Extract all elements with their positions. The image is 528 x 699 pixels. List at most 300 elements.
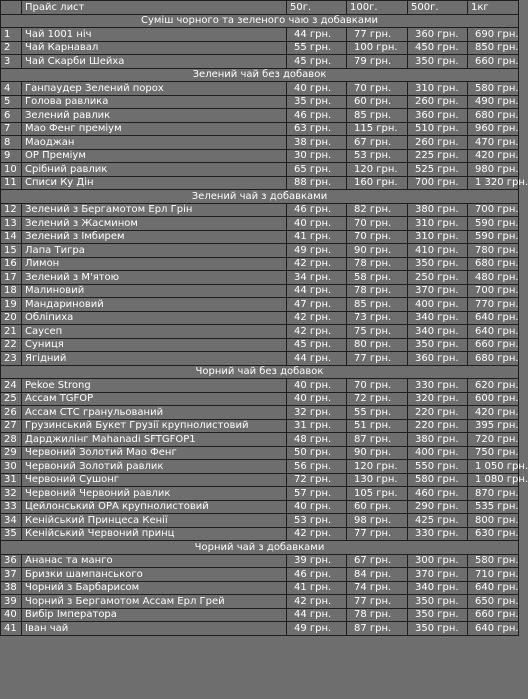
price-100g: 70 грн. (347, 230, 408, 244)
price-500g: 225 грн. (408, 149, 468, 163)
price-500g: 260 грн. (408, 95, 468, 109)
price-500g: 310 грн. (408, 217, 468, 231)
price-100g: 79 грн. (347, 55, 408, 69)
item-name: Голова равлика (22, 95, 287, 109)
price-500g: 400 грн. (408, 446, 468, 460)
item-name: Малиновий (22, 284, 287, 298)
price-50g: 40 грн. (287, 82, 347, 96)
price-1kg: 770 грн. (468, 298, 519, 312)
item-number: 2 (1, 41, 22, 55)
table-row (1, 608, 519, 622)
header-500g: 500г. (408, 1, 468, 15)
price-100g: 67 грн. (347, 554, 408, 568)
item-name: Обліпиха (22, 311, 287, 325)
item-name: Ганпаудер Зелений порох (22, 82, 287, 96)
table-row (1, 176, 519, 190)
item-number: 33 (1, 500, 22, 514)
table-row (1, 581, 519, 595)
table-row (1, 95, 519, 109)
price-100g: 160 грн. (347, 176, 408, 190)
table-row (1, 460, 519, 474)
price-50g: 40 грн. (287, 379, 347, 393)
table-row (1, 284, 519, 298)
price-100g: 87 грн. (347, 622, 408, 636)
price-500g: 220 грн. (408, 406, 468, 420)
item-name: Чорний з Бергамотом Ассам Ерл Грей (22, 595, 287, 609)
price-100g: 73 грн. (347, 311, 408, 325)
item-number: 1 (1, 28, 22, 42)
price-500g: 350 грн. (408, 608, 468, 622)
price-50g: 39 грн. (287, 554, 347, 568)
price-500g: 550 грн. (408, 460, 468, 474)
price-100g: 77 грн. (347, 595, 408, 609)
price-500g: 360 грн. (408, 28, 468, 42)
price-500g: 310 грн. (408, 82, 468, 96)
item-name: Чай Карнавал (22, 41, 287, 55)
item-number: 21 (1, 325, 22, 339)
price-1kg: 535 грн. (468, 500, 519, 514)
item-name: Срібний равлик (22, 163, 287, 177)
price-1kg: 630 грн. (468, 527, 519, 541)
item-name: Червоний Червоний равлик (22, 487, 287, 501)
item-name: Ананас та манго (22, 554, 287, 568)
price-500g: 320 грн. (408, 392, 468, 406)
item-name: Червоний Золотий равлик (22, 460, 287, 474)
table-row (1, 41, 519, 55)
price-50g: 44 грн. (287, 28, 347, 42)
table-row (1, 500, 519, 514)
price-1kg: 640 грн. (468, 311, 519, 325)
section-title: Чорний чай без добавок (1, 365, 519, 379)
item-number: 8 (1, 136, 22, 150)
price-50g: 49 грн. (287, 244, 347, 258)
item-number: 18 (1, 284, 22, 298)
price-100g: 55 грн. (347, 406, 408, 420)
item-name: Іван чай (22, 622, 287, 636)
price-500g: 410 грн. (408, 244, 468, 258)
section-title: Зелений чай з добавками (1, 190, 519, 204)
section-title: Суміш чорного та зеленого чаю з добавками (1, 14, 519, 28)
item-name: Зелений з Бергамотом Ерл Грін (22, 203, 287, 217)
table-row (1, 487, 519, 501)
price-1kg: 710 грн. (468, 568, 519, 582)
price-500g: 220 грн. (408, 419, 468, 433)
price-100g: 60 грн. (347, 95, 408, 109)
price-100g: 67 грн. (347, 136, 408, 150)
price-50g: 42 грн. (287, 325, 347, 339)
price-100g: 70 грн. (347, 379, 408, 393)
price-100g: 80 грн. (347, 338, 408, 352)
price-500g: 380 грн. (408, 433, 468, 447)
price-100g: 74 грн. (347, 581, 408, 595)
price-50g: 45 грн. (287, 338, 347, 352)
section-row (1, 14, 519, 28)
section-row (1, 68, 519, 82)
item-name: Чорний з Барбарисом (22, 581, 287, 595)
item-number: 29 (1, 446, 22, 460)
price-50g: 42 грн. (287, 311, 347, 325)
item-number: 11 (1, 176, 22, 190)
price-1kg: 580 грн. (468, 554, 519, 568)
item-number: 7 (1, 122, 22, 136)
item-number: 24 (1, 379, 22, 393)
price-1kg: 420 грн. (468, 406, 519, 420)
section-row (1, 365, 519, 379)
item-number: 34 (1, 514, 22, 528)
price-100g: 58 грн. (347, 271, 408, 285)
table-row (1, 28, 519, 42)
item-number: 41 (1, 622, 22, 636)
item-name: Саусеп (22, 325, 287, 339)
price-500g: 380 грн. (408, 203, 468, 217)
price-100g: 120 грн. (347, 460, 408, 474)
table-row (1, 311, 519, 325)
price-500g: 260 грн. (408, 136, 468, 150)
item-name: Дарджилінг Mahanadi SFTGFOP1 (22, 433, 287, 447)
price-1kg: 580 грн. (468, 82, 519, 96)
item-name: Зелений з М'ятою (22, 271, 287, 285)
item-name: Червоний Золотий Мао Фенг (22, 446, 287, 460)
item-number: 22 (1, 338, 22, 352)
price-50g: 42 грн. (287, 527, 347, 541)
price-1kg: 690 грн. (468, 28, 519, 42)
price-100g: 82 грн. (347, 203, 408, 217)
item-number: 3 (1, 55, 22, 69)
price-1kg: 470 грн. (468, 136, 519, 150)
price-1kg: 590 грн. (468, 230, 519, 244)
table-row (1, 419, 519, 433)
price-1kg: 650 грн. (468, 595, 519, 609)
table-row (1, 622, 519, 636)
price-50g: 46 грн. (287, 568, 347, 582)
price-100g: 51 грн. (347, 419, 408, 433)
item-name: Цейлонський ОРА крупнолистовий (22, 500, 287, 514)
table-row (1, 136, 519, 150)
price-100g: 78 грн. (347, 257, 408, 271)
price-50g: 63 грн. (287, 122, 347, 136)
price-1kg: 660 грн. (468, 338, 519, 352)
item-number: 19 (1, 298, 22, 312)
price-1kg: 700 грн. (468, 203, 519, 217)
item-number: 26 (1, 406, 22, 420)
price-50g: 34 грн. (287, 271, 347, 285)
table-row (1, 338, 519, 352)
table-row (1, 325, 519, 339)
price-100g: 85 грн. (347, 298, 408, 312)
item-number: 15 (1, 244, 22, 258)
price-100g: 53 грн. (347, 149, 408, 163)
item-number: 14 (1, 230, 22, 244)
price-1kg: 780 грн. (468, 244, 519, 258)
price-100g: 70 грн. (347, 82, 408, 96)
header-blank-cell (1, 1, 22, 15)
table-row (1, 433, 519, 447)
price-500g: 510 грн. (408, 122, 468, 136)
price-500g: 350 грн. (408, 257, 468, 271)
price-100g: 84 грн. (347, 568, 408, 582)
table-row (1, 527, 519, 541)
item-name: Лимон (22, 257, 287, 271)
header-1kg: 1кг (468, 1, 519, 15)
price-1kg: 850 грн. (468, 41, 519, 55)
price-500g: 330 грн. (408, 379, 468, 393)
table-row (1, 217, 519, 231)
price-50g: 30 грн. (287, 149, 347, 163)
price-1kg: 640 грн. (468, 622, 519, 636)
price-50g: 65 грн. (287, 163, 347, 177)
price-500g: 425 грн. (408, 514, 468, 528)
price-1kg: 660 грн. (468, 55, 519, 69)
price-50g: 42 грн. (287, 257, 347, 271)
section-title: Зелений чай без добавок (1, 68, 519, 82)
price-500g: 580 грн. (408, 473, 468, 487)
item-name: ОР Преміум (22, 149, 287, 163)
price-50g: 35 грн. (287, 95, 347, 109)
item-number: 28 (1, 433, 22, 447)
price-50g: 32 грн. (287, 406, 347, 420)
price-1kg: 960 грн. (468, 122, 519, 136)
item-number: 4 (1, 82, 22, 96)
price-50g: 88 грн. (287, 176, 347, 190)
table-row (1, 82, 519, 96)
price-500g: 350 грн. (408, 338, 468, 352)
price-500g: 350 грн. (408, 55, 468, 69)
item-number: 37 (1, 568, 22, 582)
table-row (1, 406, 519, 420)
item-number: 31 (1, 473, 22, 487)
price-50g: 46 грн. (287, 109, 347, 123)
item-name: Червоний Сушонг (22, 473, 287, 487)
price-100g: 75 грн. (347, 325, 408, 339)
price-1kg: 620 грн. (468, 379, 519, 393)
item-number: 38 (1, 581, 22, 595)
price-50g: 44 грн. (287, 608, 347, 622)
table-row (1, 298, 519, 312)
price-50g: 31 грн. (287, 419, 347, 433)
table-row (1, 122, 519, 136)
price-list-title: Прайс лист (22, 1, 287, 15)
item-name: Вибір Імператора (22, 608, 287, 622)
price-100g: 78 грн. (347, 608, 408, 622)
price-1kg: 680 грн. (468, 352, 519, 366)
price-100g: 98 грн. (347, 514, 408, 528)
price-1kg: 640 грн. (468, 325, 519, 339)
item-number: 40 (1, 608, 22, 622)
price-100g: 60 грн. (347, 500, 408, 514)
price-1kg: 870 грн. (468, 487, 519, 501)
price-500g: 250 грн. (408, 271, 468, 285)
item-name: Бризки шампанського (22, 568, 287, 582)
price-500g: 290 грн. (408, 500, 468, 514)
header-row (1, 1, 519, 15)
item-name: Чай Скарби Шейха (22, 55, 287, 69)
price-500g: 360 грн. (408, 352, 468, 366)
price-50g: 40 грн. (287, 392, 347, 406)
table-row (1, 271, 519, 285)
item-name: Суниця (22, 338, 287, 352)
price-50g: 41 грн. (287, 581, 347, 595)
price-1kg: 1 050 грн. (468, 460, 519, 474)
price-list-body (1, 1, 528, 636)
item-name: Зелений з Імбирем (22, 230, 287, 244)
price-1kg: 1 080 грн. (468, 473, 519, 487)
price-500g: 370 грн. (408, 284, 468, 298)
price-100g: 78 грн. (347, 284, 408, 298)
price-500g: 350 грн. (408, 622, 468, 636)
price-500g: 340 грн. (408, 325, 468, 339)
item-name: Лапа Тигра (22, 244, 287, 258)
price-500g: 360 грн. (408, 109, 468, 123)
price-50g: 46 грн. (287, 203, 347, 217)
price-1kg: 720 грн. (468, 433, 519, 447)
section-row (1, 190, 519, 204)
item-number: 10 (1, 163, 22, 177)
price-500g: 330 грн. (408, 527, 468, 541)
price-1kg: 800 грн. (468, 514, 519, 528)
table-row (1, 257, 519, 271)
item-name: Кенійський Принцеса Кенії (22, 514, 287, 528)
price-500g: 340 грн. (408, 581, 468, 595)
item-number: 36 (1, 554, 22, 568)
item-name: Ассам СТС гранульований (22, 406, 287, 420)
price-50g: 40 грн. (287, 500, 347, 514)
table-row (1, 392, 519, 406)
price-1kg: 980 грн. (468, 163, 519, 177)
price-50g: 72 грн. (287, 473, 347, 487)
item-number: 6 (1, 109, 22, 123)
table-row (1, 379, 519, 393)
price-100g: 120 грн. (347, 163, 408, 177)
price-500g: 340 грн. (408, 311, 468, 325)
item-name: Чай 1001 ніч (22, 28, 287, 42)
table-row (1, 446, 519, 460)
item-number: 27 (1, 419, 22, 433)
item-name: Зелений з Жасмином (22, 217, 287, 231)
table-row (1, 244, 519, 258)
price-1kg: 700 грн. (468, 284, 519, 298)
table-row (1, 514, 519, 528)
price-1kg: 1 320 грн. (468, 176, 519, 190)
price-50g: 42 грн. (287, 595, 347, 609)
item-number: 35 (1, 527, 22, 541)
price-100g: 72 грн. (347, 392, 408, 406)
price-100g: 85 грн. (347, 109, 408, 123)
item-name: Грузинський Букет Грузії крупнолистовий (22, 419, 287, 433)
table-row (1, 163, 519, 177)
table-row (1, 149, 519, 163)
price-100g: 105 грн. (347, 487, 408, 501)
item-name: Кенійський Червоний принц (22, 527, 287, 541)
price-100g: 70 грн. (347, 217, 408, 231)
price-1kg: 480 грн. (468, 271, 519, 285)
price-50g: 40 грн. (287, 217, 347, 231)
item-number: 5 (1, 95, 22, 109)
item-number: 30 (1, 460, 22, 474)
price-50g: 57 грн. (287, 487, 347, 501)
item-name: Зелений равлик (22, 109, 287, 123)
table-row (1, 473, 519, 487)
table-row (1, 203, 519, 217)
price-100g: 87 грн. (347, 433, 408, 447)
table-row (1, 55, 519, 69)
table-row (1, 109, 519, 123)
item-number: 13 (1, 217, 22, 231)
price-500g: 460 грн. (408, 487, 468, 501)
price-50g: 44 грн. (287, 352, 347, 366)
price-1kg: 750 грн. (468, 446, 519, 460)
price-500g: 350 грн. (408, 595, 468, 609)
item-name: Мандариновий (22, 298, 287, 312)
section-title: Чорний чай з добавками (1, 541, 519, 555)
item-number: 9 (1, 149, 22, 163)
price-50g: 38 грн. (287, 136, 347, 150)
price-1kg: 680 грн. (468, 257, 519, 271)
price-500g: 450 грн. (408, 41, 468, 55)
price-500g: 370 грн. (408, 568, 468, 582)
item-number: 25 (1, 392, 22, 406)
item-number: 23 (1, 352, 22, 366)
item-number: 16 (1, 257, 22, 271)
item-name: Списи Ку Дін (22, 176, 287, 190)
price-1kg: 590 грн. (468, 217, 519, 231)
price-500g: 525 грн. (408, 163, 468, 177)
price-500g: 700 грн. (408, 176, 468, 190)
header-100g: 100г. (347, 1, 408, 15)
header-50g: 50г. (287, 1, 347, 15)
item-name: Pekoe Strong (22, 379, 287, 393)
item-number: 39 (1, 595, 22, 609)
item-number: 17 (1, 271, 22, 285)
item-number: 32 (1, 487, 22, 501)
price-100g: 115 грн. (347, 122, 408, 136)
table-row (1, 230, 519, 244)
price-500g: 310 грн. (408, 230, 468, 244)
price-50g: 41 грн. (287, 230, 347, 244)
price-1kg: 600 грн. (468, 392, 519, 406)
price-1kg: 490 грн. (468, 95, 519, 109)
price-50g: 45 грн. (287, 55, 347, 69)
item-number: 12 (1, 203, 22, 217)
table-row (1, 352, 519, 366)
item-name: Ягідний (22, 352, 287, 366)
price-500g: 400 грн. (408, 298, 468, 312)
price-1kg: 420 грн. (468, 149, 519, 163)
item-name: Маоджан (22, 136, 287, 150)
item-number: 20 (1, 311, 22, 325)
price-500g: 300 грн. (408, 554, 468, 568)
price-50g: 55 грн. (287, 41, 347, 55)
price-50g: 53 грн. (287, 514, 347, 528)
price-50g: 44 грн. (287, 284, 347, 298)
price-100g: 100 грн. (347, 41, 408, 55)
price-1kg: 395 грн. (468, 419, 519, 433)
price-1kg: 660 грн. (468, 608, 519, 622)
price-50g: 50 грн. (287, 446, 347, 460)
price-100g: 77 грн. (347, 352, 408, 366)
item-name: Ассам TGFOP (22, 392, 287, 406)
table-row (1, 568, 519, 582)
price-1kg: 640 грн. (468, 581, 519, 595)
price-100g: 77 грн. (347, 527, 408, 541)
table-row (1, 554, 519, 568)
section-row (1, 541, 519, 555)
price-50g: 47 грн. (287, 298, 347, 312)
item-name: Мао Фенг преміум (22, 122, 287, 136)
price-1kg: 680 грн. (468, 109, 519, 123)
price-100g: 90 грн. (347, 446, 408, 460)
price-100g: 130 грн. (347, 473, 408, 487)
table-row (1, 595, 519, 609)
